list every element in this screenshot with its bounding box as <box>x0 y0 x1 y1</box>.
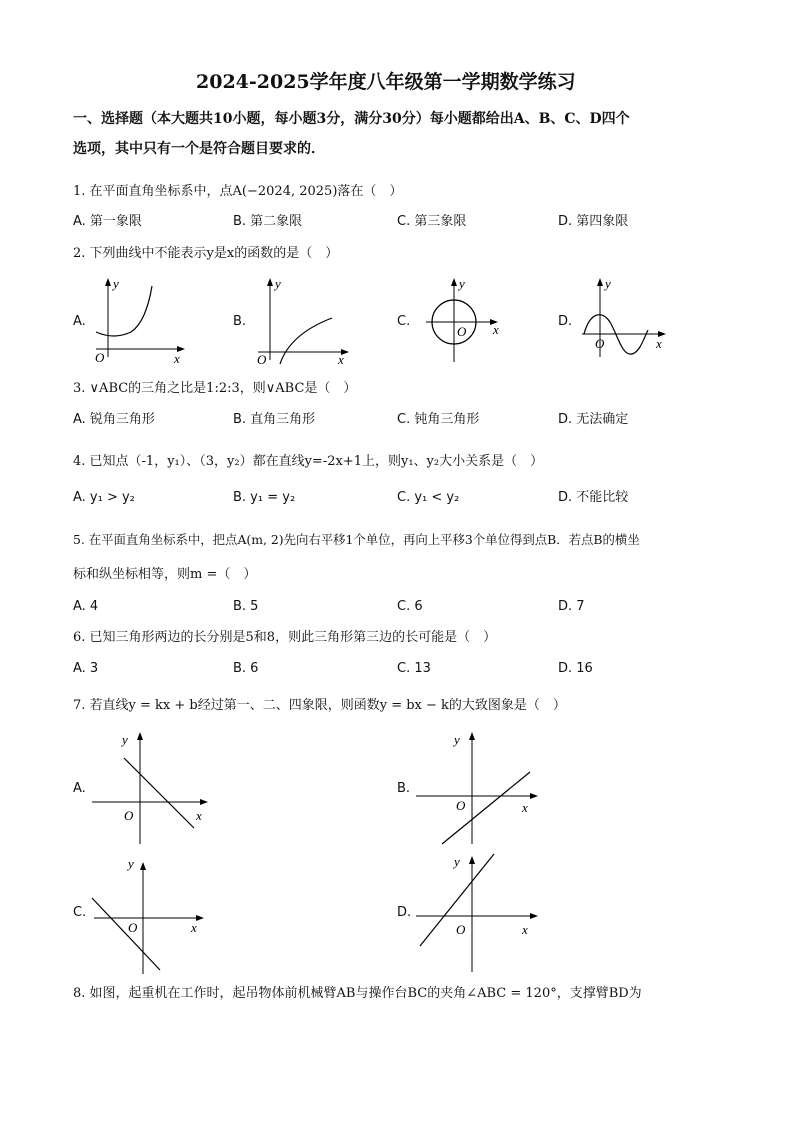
q7a-origin: O <box>124 808 134 823</box>
q2-label-c: C. <box>397 314 411 329</box>
q2-graph-c <box>420 272 530 367</box>
q2d-origin: O <box>595 336 605 351</box>
q7a-y-label: y <box>122 732 128 747</box>
q2a-y-label: y <box>113 276 119 291</box>
q4-option-d: D. 不能比较 <box>558 490 629 505</box>
q6-option-c: C. 13 <box>397 661 431 676</box>
q7-label-c: C. <box>73 905 87 920</box>
q7a-x-label: x <box>196 808 202 823</box>
q6-option-d: D. 16 <box>558 661 593 676</box>
q7-graph-a <box>88 728 228 848</box>
q5-stem-line1: 5. 在平面直角坐标系中，把点A(m, 2)先向右平移1个单位，再向上平移3个单位得到点B．若点B的横坐 <box>73 532 640 547</box>
q1-option-b: B. 第二象限 <box>233 214 303 229</box>
q2c-x-label: x <box>493 322 499 337</box>
section-heading-line1: 一、选择题（本大题共10小题，每小题3分，满分30分）每小题都给出A、B、C、D四个 <box>73 111 630 127</box>
q2-label-b: B. <box>233 314 247 329</box>
q1-option-d: D. 第四象限 <box>558 214 629 229</box>
q6-option-a: A. 3 <box>73 661 99 676</box>
q2c-y-label: y <box>459 276 465 291</box>
q2-label-a: A. <box>73 314 86 329</box>
q3-option-d: D. 无法确定 <box>558 412 629 427</box>
q2-graph-d <box>576 272 686 367</box>
q1-stem: 1. 在平面直角坐标系中，点A(−2024, 2025)落在（ ） <box>73 184 403 199</box>
q2-stem: 2. 下列曲线中不能表示y是x的函数的是（ ） <box>73 246 339 261</box>
q3-option-a: A. 锐角三角形 <box>73 412 155 427</box>
q7d-y-label: y <box>454 854 460 869</box>
q4-option-b: B. y₁ = y₂ <box>233 490 296 505</box>
q7-label-a: A. <box>73 781 86 796</box>
q7-label-d: D. <box>397 905 412 920</box>
q4-stem: 4. 已知点（-1，y₁）、（3，y₂）都在直线y=-2x+1上，则y₁、y₂大小关系是（ ） <box>73 454 544 469</box>
q5-option-c: C. 6 <box>397 599 423 614</box>
q2b-y-label: y <box>275 276 281 291</box>
q2a-origin: O <box>95 350 105 365</box>
q5-stem-line2: 标和纵坐标相等，则m =（ ） <box>73 567 257 582</box>
q7-label-b: B. <box>397 781 411 796</box>
q2d-x-label: x <box>656 336 662 351</box>
q6-stem: 6. 已知三角形两边的长分别是5和8，则此三角形第三边的长可能是（ ） <box>73 630 497 645</box>
q7-graph-d <box>410 850 560 975</box>
q7c-origin: O <box>128 920 138 935</box>
q7-graph-b <box>410 726 560 846</box>
section-heading-line2: 选项，其中只有一个是符合题目要求的． <box>73 141 325 157</box>
q2-graph-a <box>86 272 196 367</box>
q7c-y-label: y <box>128 856 134 871</box>
q2a-x-label: x <box>174 351 180 366</box>
page-title: 2024-2025学年度八年级第一学期数学练习 <box>196 71 576 93</box>
q7-stem: 7. 若直线y = kx + b经过第一、二、四象限，则函数y = bx − k的大致图象是（ ） <box>73 698 566 713</box>
q2-label-d: D. <box>558 314 573 329</box>
q8-stem: 8. 如图，起重机在工作时，起吊物体前机械臂AB与操作台BC的夹角∠ABC = 120°，支撑臂BD为 <box>73 986 642 1001</box>
q2d-y-label: y <box>605 276 611 291</box>
q3-option-b: B. 直角三角形 <box>233 412 316 427</box>
q2b-x-label: x <box>338 352 344 367</box>
q2b-origin: O <box>257 352 267 367</box>
q4-option-a: A. y₁ > y₂ <box>73 490 135 505</box>
q3-option-c: C. 钝角三角形 <box>397 412 480 427</box>
q7b-origin: O <box>456 798 466 813</box>
q7b-y-label: y <box>454 732 460 747</box>
q7-graph-c <box>88 852 228 977</box>
q5-option-a: A. 4 <box>73 599 99 614</box>
q7d-origin: O <box>456 922 466 937</box>
q5-option-d: D. 7 <box>558 599 585 614</box>
q1-option-c: C. 第三象限 <box>397 214 467 229</box>
q1-option-a: A. 第一象限 <box>73 214 142 229</box>
q5-option-b: B. 5 <box>233 599 259 614</box>
q3-stem: 3. ∨ABC的三角之比是1:2:3，则∨ABC是（ ） <box>73 381 357 396</box>
q6-option-b: B. 6 <box>233 661 259 676</box>
q7c-x-label: x <box>191 920 197 935</box>
q2-graph-b <box>250 272 360 367</box>
q7b-x-label: x <box>522 800 528 815</box>
q4-option-c: C. y₁ < y₂ <box>397 490 460 505</box>
q7d-x-label: x <box>522 922 528 937</box>
q2c-origin: O <box>457 324 467 339</box>
